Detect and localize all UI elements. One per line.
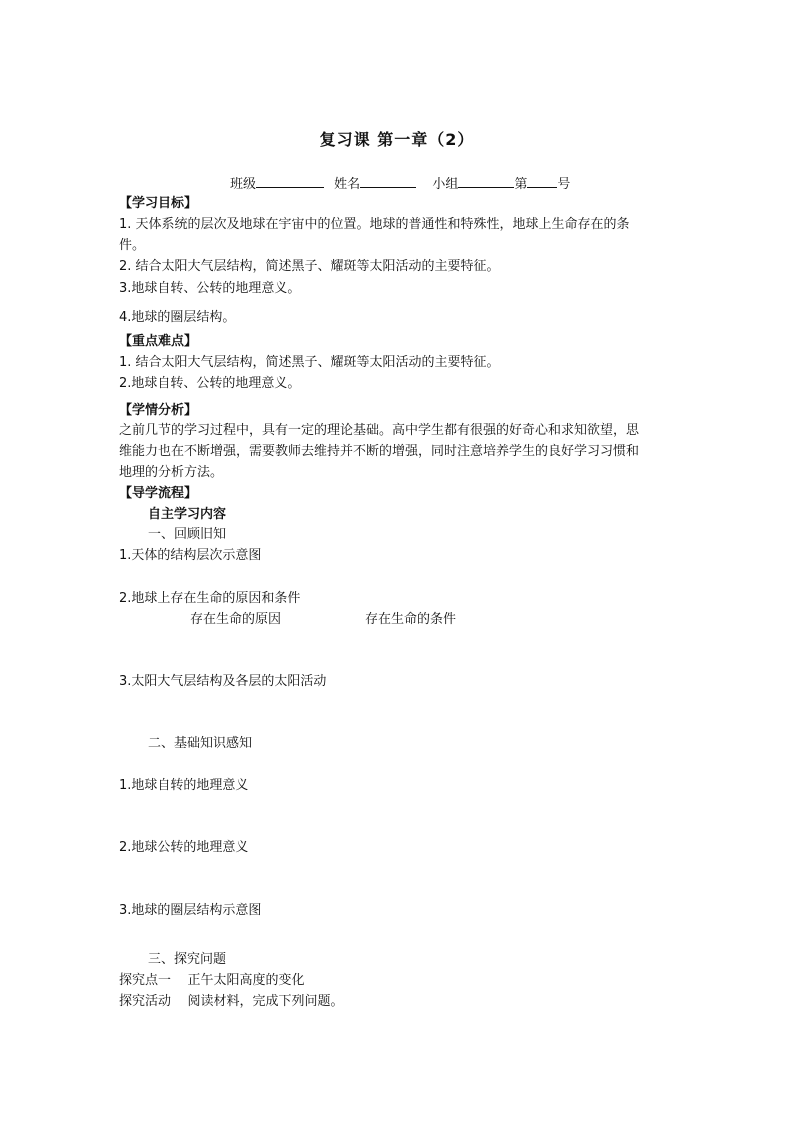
self-study-heading: 自主学习内容 — [148, 507, 227, 522]
part-three-heading: 三、探究问题 — [148, 952, 227, 967]
analysis-line: 维能力也在不断增强，需要教师去维持并不断的增强，同时注意培养学生的良好学习习惯和 — [119, 444, 640, 459]
name-blank — [360, 175, 416, 188]
key-header: 【重点难点】 — [119, 334, 198, 349]
part-two-heading: 二、基础知识感知 — [148, 736, 253, 751]
goal-line: 1. 天体系统的层次及地球在宇宙中的位置。地球的普通性和特殊性，地球上生命存在的条 — [119, 217, 630, 232]
question-life-conditions: 2.地球上存在生命的原因和条件 — [119, 591, 301, 606]
number-prefix: 第 — [514, 177, 528, 192]
basic-question-rotation: 1.地球自转的地理意义 — [119, 778, 249, 793]
goal-line: 2. 结合太阳大气层结构，简述黑子、耀斑等太阳活动的主要特征。 — [119, 259, 500, 274]
basic-question-spheres: 3.地球的圈层结构示意图 — [119, 903, 262, 918]
basic-question-revolution: 2.地球公转的地理意义 — [119, 840, 249, 855]
group-label: 小组 — [432, 177, 459, 192]
goal-line: 件。 — [119, 238, 146, 253]
question-structure-diagram: 1.天体的结构层次示意图 — [119, 548, 262, 563]
analysis-line: 之前几节的学习过程中，具有一定的理论基础。高中学生都有很强的好奇心和求知欲望，思 — [119, 423, 640, 438]
explore-point: 探究点一 正午太阳高度的变化 — [119, 973, 305, 988]
group-blank — [458, 175, 514, 188]
goal-line: 4.地球的圈层结构。 — [119, 310, 236, 325]
key-line: 1. 结合太阳大气层结构，简述黑子、耀斑等太阳活动的主要特征。 — [119, 355, 500, 370]
goals-header: 【学习目标】 — [119, 196, 198, 211]
key-line: 2.地球自转、公转的地理意义。 — [119, 376, 301, 391]
goal-line: 3.地球自转、公转的地理意义。 — [119, 281, 301, 296]
question-solar-atmosphere: 3.太阳大气层结构及各层的太阳活动 — [119, 674, 327, 689]
column-condition-label: 存在生命的条件 — [365, 612, 457, 627]
part-one-heading: 一、回顾旧知 — [148, 527, 227, 542]
name-label: 姓名 — [334, 177, 361, 192]
column-reason-label: 存在生命的原因 — [190, 612, 282, 627]
number-suffix: 号 — [557, 177, 571, 192]
page-title: 复习课 第一章（2） — [319, 130, 475, 149]
flow-header: 【导学流程】 — [119, 486, 198, 501]
student-info-line — [230, 175, 570, 193]
analysis-header: 【学情分析】 — [119, 403, 198, 418]
analysis-line: 地理的分析方法。 — [119, 465, 224, 480]
explore-activity: 探究活动 阅读材料，完成下列问题。 — [119, 994, 344, 1009]
class-blank — [256, 175, 324, 188]
class-label: 班级 — [230, 177, 257, 192]
number-blank — [527, 175, 557, 188]
